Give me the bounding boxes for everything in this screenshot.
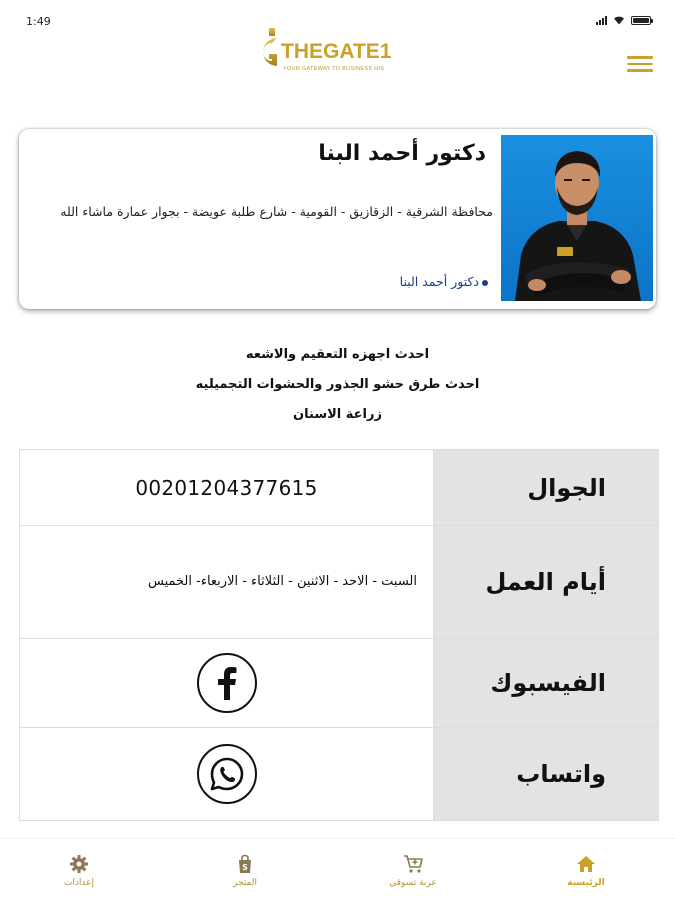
cart-icon: [402, 853, 424, 875]
phone-row: [20, 450, 658, 526]
shopping-bag-icon: [234, 853, 256, 875]
doctor-name: دكتور أحمد البنا: [318, 141, 486, 166]
tab-cart-label: عربة تسوقي: [389, 878, 437, 888]
facebook-value-cell: [20, 639, 434, 727]
tab-store[interactable]: [200, 853, 290, 888]
wifi-icon: [613, 15, 625, 25]
service-item: زراعة الاسنان: [293, 407, 382, 422]
working-days-row: [20, 526, 658, 639]
whatsapp-row: [20, 728, 658, 820]
doctor-profile-link[interactable]: [400, 274, 488, 289]
bullet-dot-icon: [482, 280, 488, 286]
tab-settings[interactable]: [34, 853, 124, 888]
logo-tagline: YOUR GATEWAY TO BUSINESS HIS: [283, 66, 385, 72]
bottom-tab-bar: [0, 838, 675, 900]
tab-home[interactable]: [541, 853, 631, 888]
doctor-photo: [501, 135, 653, 301]
facebook-icon: [216, 666, 238, 700]
tab-cart[interactable]: [368, 853, 458, 888]
doctor-address: محافظة الشرقية - الزقازيق - القومية - شارع طلبة عويضة - بجوار عمارة ماشاء الله: [60, 204, 493, 219]
doctor-link-label: دكتور أحمد البنا: [399, 274, 479, 289]
phone-number[interactable]: 00201204377615: [135, 475, 318, 500]
doctor-portrait-illustration: [501, 135, 653, 301]
working-days-label: أيام العمل: [434, 526, 658, 638]
logo-g-mark-icon: [255, 26, 281, 78]
tab-home-label: الرئيسية: [567, 878, 605, 888]
contact-info-table: [19, 449, 659, 821]
service-item: احدث طرق حشو الجذور والحشوات التجميليه: [195, 377, 480, 392]
status-time: 1:49: [26, 15, 51, 28]
hamburger-menu-button[interactable]: [627, 56, 655, 76]
status-icons: [596, 15, 651, 25]
facebook-button[interactable]: [197, 653, 257, 713]
whatsapp-value-cell: [20, 728, 434, 820]
doctor-card: [19, 129, 656, 309]
tab-settings-label: إعدادات: [63, 878, 95, 888]
whatsapp-icon: [209, 756, 245, 792]
facebook-row: [20, 639, 658, 728]
gear-icon: [68, 853, 90, 875]
phone-value-cell[interactable]: [20, 450, 434, 525]
services-list: [0, 340, 675, 430]
thegate1-logo: [255, 26, 425, 82]
working-days-value: السبت - الاحد - الاثنين - الثلاثاء - الاربعاء- الخميس: [148, 574, 417, 589]
whatsapp-button[interactable]: [197, 744, 257, 804]
svg-text:S: S: [242, 863, 248, 872]
battery-icon: [631, 16, 651, 25]
whatsapp-label: واتساب: [434, 728, 658, 820]
home-icon: [575, 853, 597, 875]
service-item: احدث اجهزه التعقيم والاشعه: [245, 347, 430, 362]
phone-label: الجوال: [434, 450, 658, 525]
tab-store-label: المتجر: [233, 878, 257, 888]
working-days-value-cell: [20, 526, 434, 638]
logo-text: THEGATE1: [281, 40, 392, 63]
cellular-signal-icon: [596, 15, 607, 25]
facebook-label: الفيسبوك: [434, 639, 658, 727]
